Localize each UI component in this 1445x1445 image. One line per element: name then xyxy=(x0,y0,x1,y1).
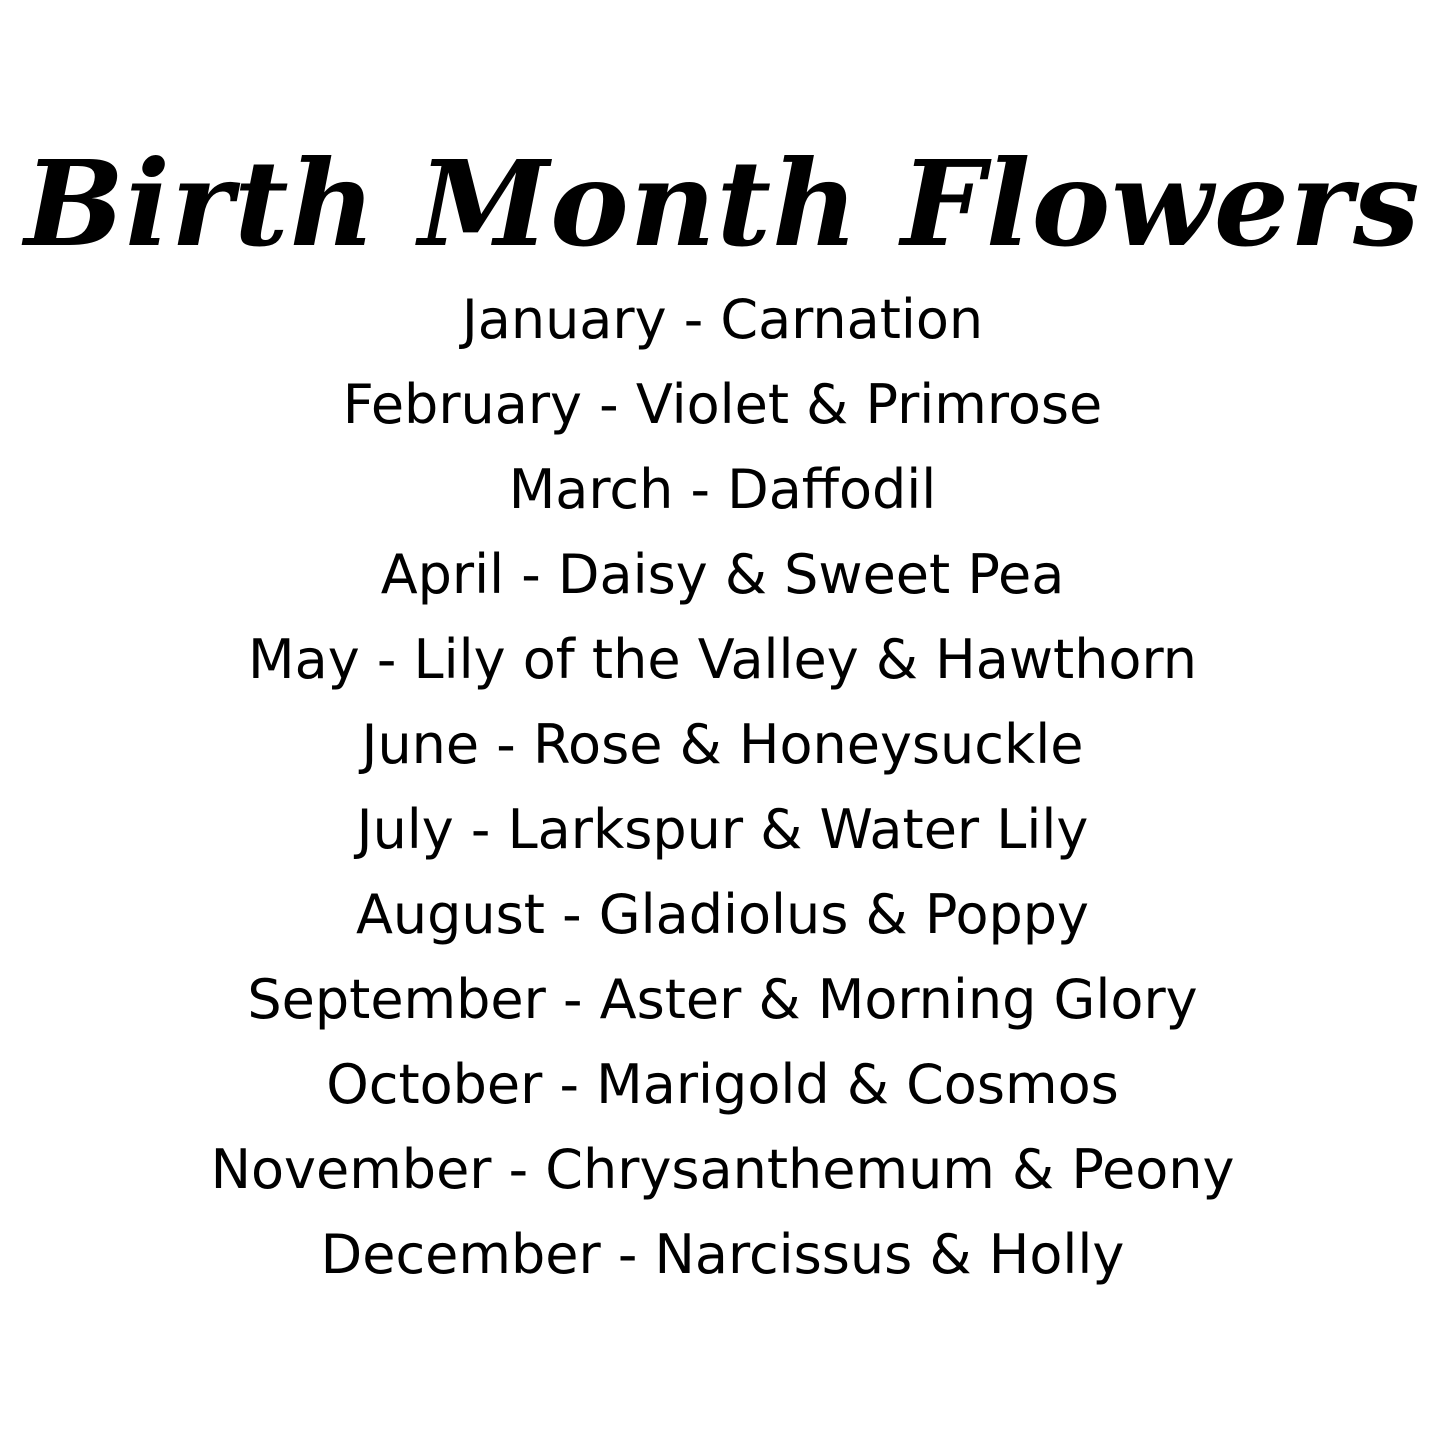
page-title: Birth Month Flowers xyxy=(24,134,1421,274)
list-item-december: December - Narcissus & Holly xyxy=(320,1223,1125,1286)
flower-list xyxy=(0,277,1445,1297)
list-item-august: August - Gladiolus & Poppy xyxy=(355,883,1090,946)
list-item-october: October - Marigold & Cosmos xyxy=(326,1053,1119,1116)
list-item-november: November - Chrysanthemum & Peony xyxy=(210,1138,1235,1201)
list-item-september: September - Aster & Morning Glory xyxy=(247,968,1198,1031)
list-item-june: June - Rose & Honeysuckle xyxy=(361,713,1084,776)
list-item-april: April - Daisy & Sweet Pea xyxy=(380,543,1065,606)
list-item-may: May - Lily of the Valley & Hawthorn xyxy=(248,628,1197,691)
list-item-january: January - Carnation xyxy=(461,288,984,351)
list-item-march: March - Daffodil xyxy=(508,458,937,521)
list-item-july: July - Larkspur & Water Lily xyxy=(356,798,1089,861)
list-item-february: February - Violet & Primrose xyxy=(342,373,1103,436)
